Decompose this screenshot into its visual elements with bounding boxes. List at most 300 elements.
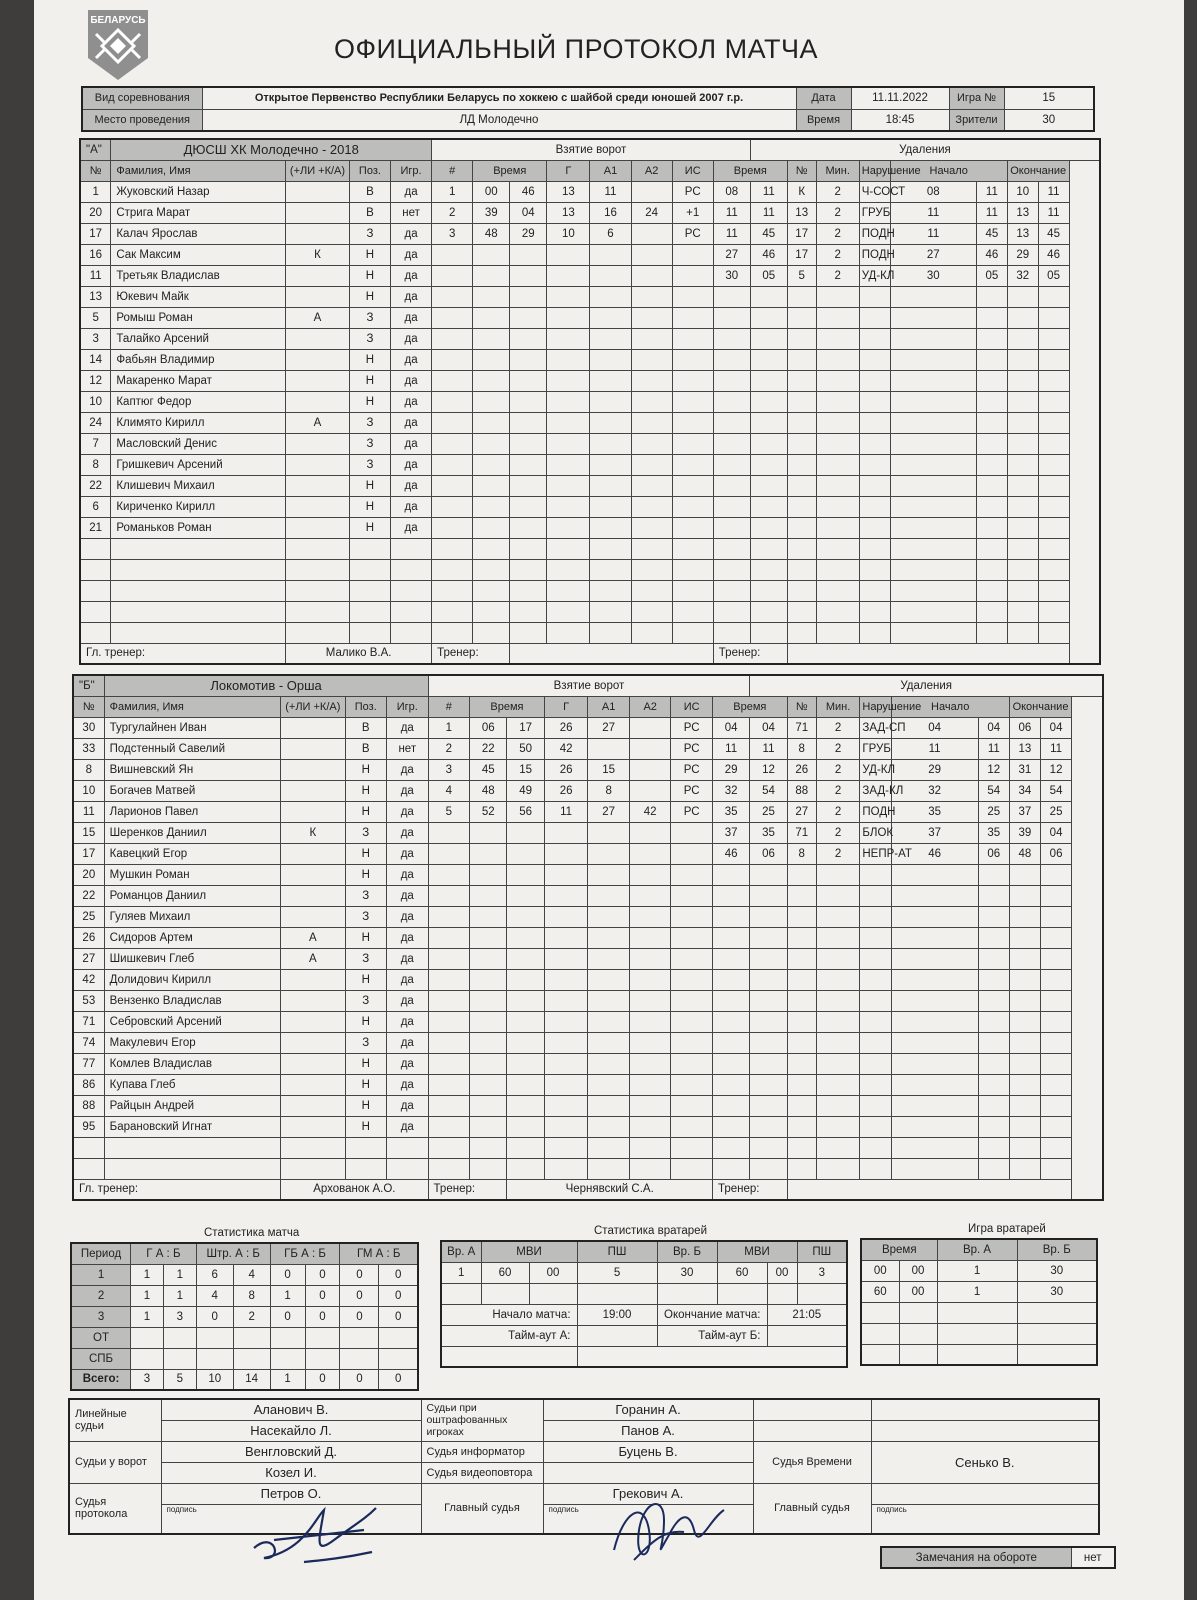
goal-second <box>507 1158 544 1179</box>
player-position: Н <box>349 496 390 517</box>
goal-second <box>510 391 547 412</box>
stats-col-pim: Штр. А : Б <box>196 1243 270 1264</box>
player-played: нет <box>390 202 431 223</box>
goal-scorer <box>544 864 588 885</box>
stats-value: 0 <box>379 1306 418 1327</box>
goal-assist-1 <box>590 328 631 349</box>
goal-scorer: 13 <box>547 202 590 223</box>
pen-player: 71 <box>787 717 816 738</box>
pen-infraction: УД-КЛ <box>859 265 890 286</box>
pen-second: 04 <box>750 717 787 738</box>
stats-value <box>340 1327 379 1348</box>
goal-situation: РС <box>672 181 713 202</box>
player-name: Каптюг Федор <box>111 391 286 412</box>
goal-minute <box>473 244 510 265</box>
goal-second <box>510 307 547 328</box>
goal-assist-2 <box>631 454 672 475</box>
player-number: 21 <box>80 517 111 538</box>
pen-end-sec <box>1038 391 1069 412</box>
referee-value: Грекович А. <box>543 1483 753 1504</box>
gk-play-min: 60 <box>861 1281 899 1302</box>
pen-end-sec <box>1041 1158 1072 1179</box>
pen-minute: 29 <box>712 759 749 780</box>
pen-end-sec <box>1041 885 1072 906</box>
player-position: Н <box>345 801 387 822</box>
goal-second: 29 <box>510 223 547 244</box>
player-role <box>286 370 350 391</box>
goal-second <box>510 265 547 286</box>
gk-play-b: 30 <box>1017 1281 1097 1302</box>
table-row <box>73 822 1103 843</box>
player-number: 27 <box>73 948 104 969</box>
goal-situation: РС <box>672 223 713 244</box>
pen-second <box>750 433 787 454</box>
pen-minutes <box>816 559 859 580</box>
goal-minute <box>470 1032 507 1053</box>
pen-minute <box>712 1011 749 1032</box>
goal-assist-2 <box>631 265 672 286</box>
col-pen-end: Окончание <box>1007 160 1069 181</box>
goal-minute <box>473 580 510 601</box>
pen-end-sec: 46 <box>1038 244 1069 265</box>
pen-start-min: 04 <box>891 717 978 738</box>
pen-start-min: 11 <box>891 738 978 759</box>
col-assist-2: А2 <box>629 696 671 717</box>
goal-second <box>507 843 544 864</box>
pen-minute <box>712 948 749 969</box>
goal-assist-1 <box>588 906 630 927</box>
goal-number <box>432 286 473 307</box>
pen-minute <box>712 1137 749 1158</box>
player-played: да <box>387 969 429 990</box>
table-row <box>80 412 1100 433</box>
pen-start-min <box>891 885 978 906</box>
player-number: 22 <box>80 475 111 496</box>
pen-start-sec: 45 <box>976 223 1007 244</box>
goal-number <box>428 948 470 969</box>
pen-minute: 11 <box>713 202 750 223</box>
col-captain: (+ЛИ +К/А) <box>281 696 345 717</box>
player-role <box>281 1158 345 1179</box>
pen-minute <box>712 885 749 906</box>
player-role <box>286 433 350 454</box>
pen-player <box>787 559 816 580</box>
scorekeeper-value: Петров О. <box>161 1483 421 1504</box>
player-position <box>349 559 390 580</box>
pen-end-min <box>1007 307 1038 328</box>
pen-minutes <box>816 580 859 601</box>
pen-end-sec <box>1038 622 1069 643</box>
pen-second <box>750 370 787 391</box>
penalty-box-label: Судьи при оштрафованных игроках <box>421 1399 543 1441</box>
player-name: Барановский Игнат <box>104 1116 281 1137</box>
stats-value: 8 <box>233 1285 270 1306</box>
pen-player: 5 <box>787 265 816 286</box>
player-played <box>390 559 431 580</box>
pen-start-sec <box>976 475 1007 496</box>
goal-situation <box>672 580 713 601</box>
goal-judge-2: Козел И. <box>161 1462 421 1483</box>
coach-value <box>510 643 714 664</box>
pen-second <box>750 412 787 433</box>
table-row <box>73 843 1103 864</box>
timeout-a-value <box>577 1325 657 1346</box>
goal-assist-2 <box>629 927 671 948</box>
pen-player: 27 <box>787 801 816 822</box>
goal-assist-1 <box>590 349 631 370</box>
col-goal-time: Время <box>470 696 545 717</box>
pen-infraction <box>860 1011 891 1032</box>
match-stats-table <box>70 1242 419 1391</box>
goal-number <box>428 843 470 864</box>
goal-minute <box>473 601 510 622</box>
player-played: да <box>390 286 431 307</box>
stats-value: 0 <box>340 1369 379 1390</box>
goal-number: 4 <box>428 780 470 801</box>
col-assist-1: А1 <box>588 696 630 717</box>
officials-table <box>68 1398 1100 1535</box>
goal-number <box>432 265 473 286</box>
stats-value <box>196 1327 233 1348</box>
goal-minute: 00 <box>473 181 510 202</box>
timeout-b-value <box>767 1325 847 1346</box>
col-captain: (+ЛИ +К/А) <box>286 160 350 181</box>
player-position: Н <box>345 927 387 948</box>
pen-infraction: НЕПР-АТ <box>860 843 891 864</box>
pen-start-min <box>891 948 978 969</box>
pen-start-sec <box>978 1095 1009 1116</box>
table-row <box>73 948 1103 969</box>
player-number: 53 <box>73 990 104 1011</box>
stats-col-period: Период <box>71 1243 131 1264</box>
pen-end-min: 13 <box>1007 223 1038 244</box>
goal-situation <box>672 538 713 559</box>
pen-end-min <box>1009 1137 1040 1158</box>
pen-start-min <box>890 328 976 349</box>
pen-minutes: 2 <box>816 202 859 223</box>
pen-end-min: 48 <box>1009 843 1040 864</box>
pen-minutes <box>816 349 859 370</box>
player-number: 86 <box>73 1074 104 1095</box>
col-number: № <box>80 160 111 181</box>
pen-start-min <box>890 622 976 643</box>
stats-value: 0 <box>305 1369 340 1390</box>
goal-number <box>432 412 473 433</box>
match-start-value: 19:00 <box>577 1304 657 1325</box>
player-number <box>80 580 111 601</box>
table-row <box>80 391 1100 412</box>
stats-value: 0 <box>379 1264 418 1285</box>
player-role <box>281 1137 345 1158</box>
goal-scorer: 13 <box>547 181 590 202</box>
col-goal-scorer: Г <box>547 160 590 181</box>
goal-assist-1 <box>588 1158 630 1179</box>
pen-start-min <box>891 1137 978 1158</box>
stats-period: ОТ <box>71 1327 131 1348</box>
player-role <box>281 1011 345 1032</box>
pen-start-min <box>891 1011 978 1032</box>
goal-second <box>510 601 547 622</box>
pen-end-min <box>1007 328 1038 349</box>
player-number: 74 <box>73 1032 104 1053</box>
player-name <box>111 538 286 559</box>
table-row <box>73 864 1103 885</box>
goal-assist-1 <box>590 517 631 538</box>
pen-start-sec: 25 <box>978 801 1009 822</box>
goal-situation <box>671 1053 713 1074</box>
player-name: Климято Кирилл <box>111 412 286 433</box>
pen-start-min <box>891 927 978 948</box>
stats-col-goals: Г А : Б <box>131 1243 197 1264</box>
pen-minute <box>713 391 750 412</box>
goal-assist-2 <box>631 517 672 538</box>
pen-minutes <box>816 1116 860 1137</box>
goal-situation: РС <box>671 759 713 780</box>
goal-second <box>507 1053 544 1074</box>
player-role <box>286 391 350 412</box>
timekeeper-value: Сенько В. <box>871 1441 1099 1483</box>
gk-col-mvi-a: МВИ <box>481 1241 577 1262</box>
goal-second <box>510 328 547 349</box>
player-name: Сак Максим <box>111 244 286 265</box>
player-number: 13 <box>80 286 111 307</box>
goal-minute <box>470 1158 507 1179</box>
pen-start-min <box>891 1032 978 1053</box>
pen-end-min <box>1009 969 1040 990</box>
protocol-sheet <box>34 0 1184 1600</box>
goal-scorer <box>547 328 590 349</box>
goal-minute <box>470 948 507 969</box>
player-name: Стрига Марат <box>111 202 286 223</box>
pen-second <box>750 948 787 969</box>
goal-minute: 52 <box>470 801 507 822</box>
player-played: да <box>390 433 431 454</box>
goal-assist-2 <box>629 1137 671 1158</box>
pen-start-min: 32 <box>891 780 978 801</box>
goal-situation <box>672 433 713 454</box>
pen-minutes: 2 <box>816 223 859 244</box>
goal-number <box>428 1074 470 1095</box>
goal-minute <box>473 307 510 328</box>
goal-number <box>428 927 470 948</box>
pen-start-min <box>891 906 978 927</box>
player-number: 20 <box>73 864 104 885</box>
col-position: Поз. <box>345 696 387 717</box>
player-played: да <box>387 990 429 1011</box>
goal-assist-1 <box>590 538 631 559</box>
pen-start-min <box>891 1095 978 1116</box>
pen-start-min <box>890 454 976 475</box>
player-role <box>286 328 350 349</box>
table-row <box>73 759 1103 780</box>
player-played: да <box>390 328 431 349</box>
goal-assist-1 <box>590 391 631 412</box>
col-infraction: Нарушение <box>860 696 891 717</box>
goal-situation <box>671 843 713 864</box>
pen-start-min <box>890 496 976 517</box>
goal-situation <box>671 864 713 885</box>
gk-col-b: Вр. Б <box>657 1241 717 1262</box>
goal-number <box>432 328 473 349</box>
pen-end-sec <box>1038 475 1069 496</box>
player-name: Жуковский Назар <box>111 181 286 202</box>
goal-assist-1 <box>588 1011 630 1032</box>
pen-second <box>750 1158 787 1179</box>
pen-start-min <box>891 1116 978 1137</box>
player-position: Н <box>345 1074 387 1095</box>
goal-number <box>432 307 473 328</box>
penalties-section-title: Удаления <box>750 675 1103 696</box>
goal-minute <box>473 391 510 412</box>
pen-second <box>750 580 787 601</box>
goal-assist-1 <box>590 265 631 286</box>
pen-minutes <box>816 969 860 990</box>
table-row <box>73 969 1103 990</box>
stats-value <box>270 1348 305 1369</box>
pen-end-sec <box>1041 1032 1072 1053</box>
player-number: 16 <box>80 244 111 265</box>
pen-end-min <box>1009 864 1040 885</box>
stats-value <box>379 1348 418 1369</box>
goal-scorer <box>547 244 590 265</box>
gk-play-col-time: Время <box>861 1239 937 1260</box>
player-position: З <box>345 822 387 843</box>
goal-number <box>428 1053 470 1074</box>
pen-end-min <box>1009 1053 1040 1074</box>
player-role <box>286 349 350 370</box>
goal-number: 3 <box>428 759 470 780</box>
goal-assist-1 <box>588 843 630 864</box>
player-played: да <box>390 244 431 265</box>
player-position: Н <box>345 780 387 801</box>
col-name: Фамилия, Имя <box>104 696 281 717</box>
goal-second <box>510 349 547 370</box>
col-position: Поз. <box>349 160 390 181</box>
goal-scorer <box>547 601 590 622</box>
pen-player <box>787 475 816 496</box>
goal-situation <box>671 1158 713 1179</box>
player-name <box>104 1137 281 1158</box>
pen-player: К <box>787 181 816 202</box>
goal-number <box>428 1011 470 1032</box>
gk-play-title: Игра вратарей <box>968 1223 1046 1235</box>
table-row <box>73 1158 1103 1179</box>
pen-minute <box>713 328 750 349</box>
stats-period: 1 <box>71 1264 131 1285</box>
pen-minutes <box>816 990 860 1011</box>
player-role <box>281 990 345 1011</box>
table-row <box>80 454 1100 475</box>
pen-end-min: 13 <box>1007 202 1038 223</box>
pen-end-sec <box>1038 412 1069 433</box>
player-name: Долидович Кирилл <box>104 969 281 990</box>
stats-value: 1 <box>131 1306 164 1327</box>
player-name: Тургулайнен Иван <box>104 717 281 738</box>
gk-a-no: 1 <box>441 1262 481 1283</box>
gk-b-ps: 3 <box>797 1262 847 1283</box>
pen-end-sec <box>1041 1095 1072 1116</box>
goal-assist-2 <box>631 181 672 202</box>
goal-minute <box>473 433 510 454</box>
pen-start-sec <box>978 1158 1009 1179</box>
player-position: Н <box>345 1095 387 1116</box>
goal-situation <box>672 601 713 622</box>
stats-value <box>270 1327 305 1348</box>
table-row <box>80 622 1100 643</box>
goal-scorer <box>544 885 588 906</box>
pen-infraction <box>860 1116 891 1137</box>
pen-minutes <box>816 1032 860 1053</box>
player-position: З <box>349 328 390 349</box>
player-name: Богачев Матвей <box>104 780 281 801</box>
goal-minute: 06 <box>470 717 507 738</box>
spectators-label: Зрители <box>949 109 1004 131</box>
goal-second <box>507 1011 544 1032</box>
player-played: да <box>387 1074 429 1095</box>
pen-end-sec: 11 <box>1038 202 1069 223</box>
pen-end-min <box>1007 391 1038 412</box>
venue-value: ЛД Молодечно <box>202 109 796 131</box>
pen-player <box>787 885 816 906</box>
goal-situation <box>672 412 713 433</box>
goal-situation: РС <box>671 801 713 822</box>
player-name: Романьков Роман <box>111 517 286 538</box>
player-name: Комлев Владислав <box>104 1053 281 1074</box>
pen-end-min <box>1007 517 1038 538</box>
goal-assist-1 <box>590 370 631 391</box>
player-position: Н <box>349 370 390 391</box>
goal-situation <box>671 906 713 927</box>
pen-infraction <box>860 1137 891 1158</box>
pen-minutes <box>816 1158 860 1179</box>
goal-second <box>510 496 547 517</box>
player-position: З <box>345 948 387 969</box>
pen-second <box>750 559 787 580</box>
pen-player <box>787 1137 816 1158</box>
pen-infraction <box>860 948 891 969</box>
goal-assist-2 <box>629 990 671 1011</box>
pen-minutes: 2 <box>816 738 860 759</box>
pen-infraction <box>859 391 890 412</box>
goal-assist-2 <box>631 622 672 643</box>
pen-second: 05 <box>750 265 787 286</box>
pen-end-min <box>1009 1116 1040 1137</box>
team-tag: "А" <box>80 139 111 160</box>
goal-assist-2 <box>629 885 671 906</box>
goal-second <box>510 286 547 307</box>
player-role: К <box>281 822 345 843</box>
pen-player <box>787 969 816 990</box>
gk-a-ps: 5 <box>577 1262 657 1283</box>
goal-assist-2 <box>629 1158 671 1179</box>
table-row <box>80 475 1100 496</box>
pen-minutes <box>816 307 859 328</box>
player-position <box>349 538 390 559</box>
goal-assist-1: 8 <box>588 780 630 801</box>
pen-infraction <box>859 454 890 475</box>
goal-minute <box>470 1095 507 1116</box>
goal-number <box>432 496 473 517</box>
pen-end-sec <box>1041 1116 1072 1137</box>
pen-minute <box>713 538 750 559</box>
goal-minute <box>473 265 510 286</box>
goal-assist-2 <box>629 1074 671 1095</box>
pen-minute <box>713 517 750 538</box>
goal-assist-2 <box>631 223 672 244</box>
pen-start-sec <box>976 580 1007 601</box>
timeout-a-label: Тайм-аут А: <box>441 1325 577 1346</box>
player-played: да <box>390 307 431 328</box>
